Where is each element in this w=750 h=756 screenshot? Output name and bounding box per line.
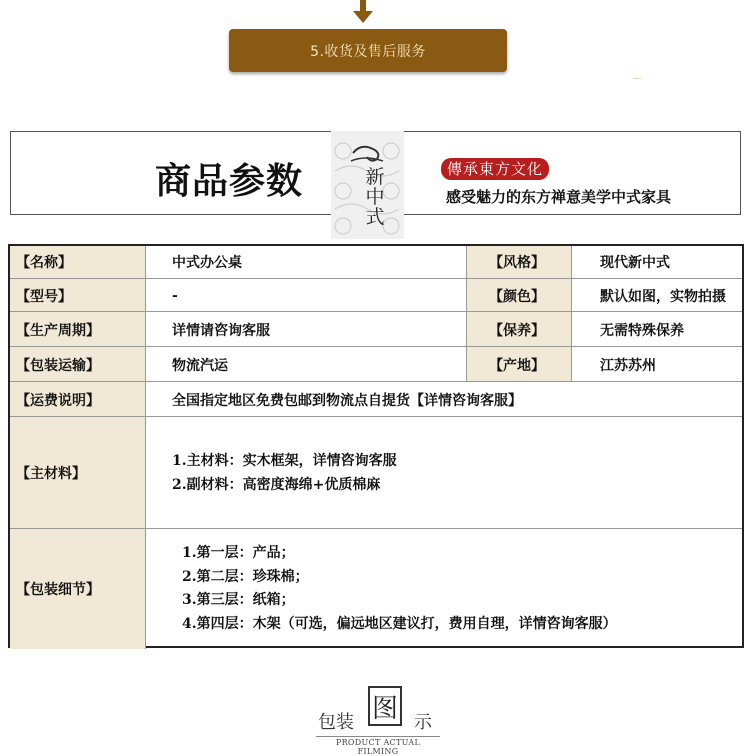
table-row [10, 278, 742, 312]
down-arrow-icon [353, 11, 373, 23]
shipping-label: 【包装运输】 [16, 357, 100, 374]
shipping-value: 物流汽运 [172, 357, 228, 374]
material-line: 1.主材料：实木框架，详情咨询客服 [172, 453, 397, 469]
params-table [8, 244, 744, 648]
color-value: 默认如图，实物拍摄 [600, 288, 726, 305]
care-label: 【保养】 [489, 322, 545, 339]
freight-value: 全国指定地区免费包邮到物流点自提货【详情咨询客服】 [172, 392, 522, 409]
header-tagline: 感受魅力的东方禅意美学中式家具 [446, 188, 672, 206]
material-line: 2.副材料：高密度海绵+优质棉麻 [172, 477, 381, 493]
table-row [10, 311, 742, 347]
cycle-label: 【生产周期】 [16, 322, 100, 339]
decorative-dash [633, 78, 641, 79]
footer-right-text: 示 [414, 712, 432, 733]
name-value: 中式办公桌 [172, 255, 242, 271]
red-seal-badge: 傳承東方文化 [441, 158, 549, 180]
table-row [10, 528, 742, 649]
model-label: 【型号】 [16, 288, 72, 305]
freight-label: 【运费说明】 [16, 392, 100, 409]
table-row [10, 346, 742, 382]
after-sales-step-button[interactable]: 5.收货及售后服务 [229, 29, 507, 72]
style-label: 【风格】 [489, 255, 545, 271]
material-label: 【主材料】 [16, 466, 86, 482]
packing-line: 3.第三层：纸箱； [182, 592, 295, 608]
model-value: - [172, 287, 178, 304]
table-row [10, 381, 742, 417]
params-title: 商品参数 [155, 160, 304, 202]
footer-left-text: 包装 [318, 712, 354, 733]
care-value: 无需特殊保养 [600, 322, 684, 339]
color-label: 【颜色】 [489, 288, 545, 305]
origin-value: 江苏苏州 [600, 357, 656, 374]
packing-label: 【包装细节】 [16, 582, 100, 598]
origin-label: 【产地】 [489, 357, 545, 374]
packing-line: 2.第二层：珍珠棉； [182, 568, 309, 585]
table-row [10, 246, 742, 278]
footer-subtitle: PRODUCT ACTUAL FILMING [316, 736, 440, 756]
emblem-text: 新中式 [365, 166, 385, 228]
footer-boxed-char: 图 [368, 686, 402, 726]
name-label: 【名称】 [16, 255, 72, 271]
packing-line: 4.第四层：木架（可选，偏远地区建议打，费用自理，详情咨询客服） [182, 615, 617, 632]
table-row [10, 416, 742, 529]
style-value: 现代新中式 [600, 255, 670, 271]
packing-line: 1.第一层：产品； [182, 545, 295, 561]
cycle-value: 详情请咨询客服 [172, 322, 270, 339]
